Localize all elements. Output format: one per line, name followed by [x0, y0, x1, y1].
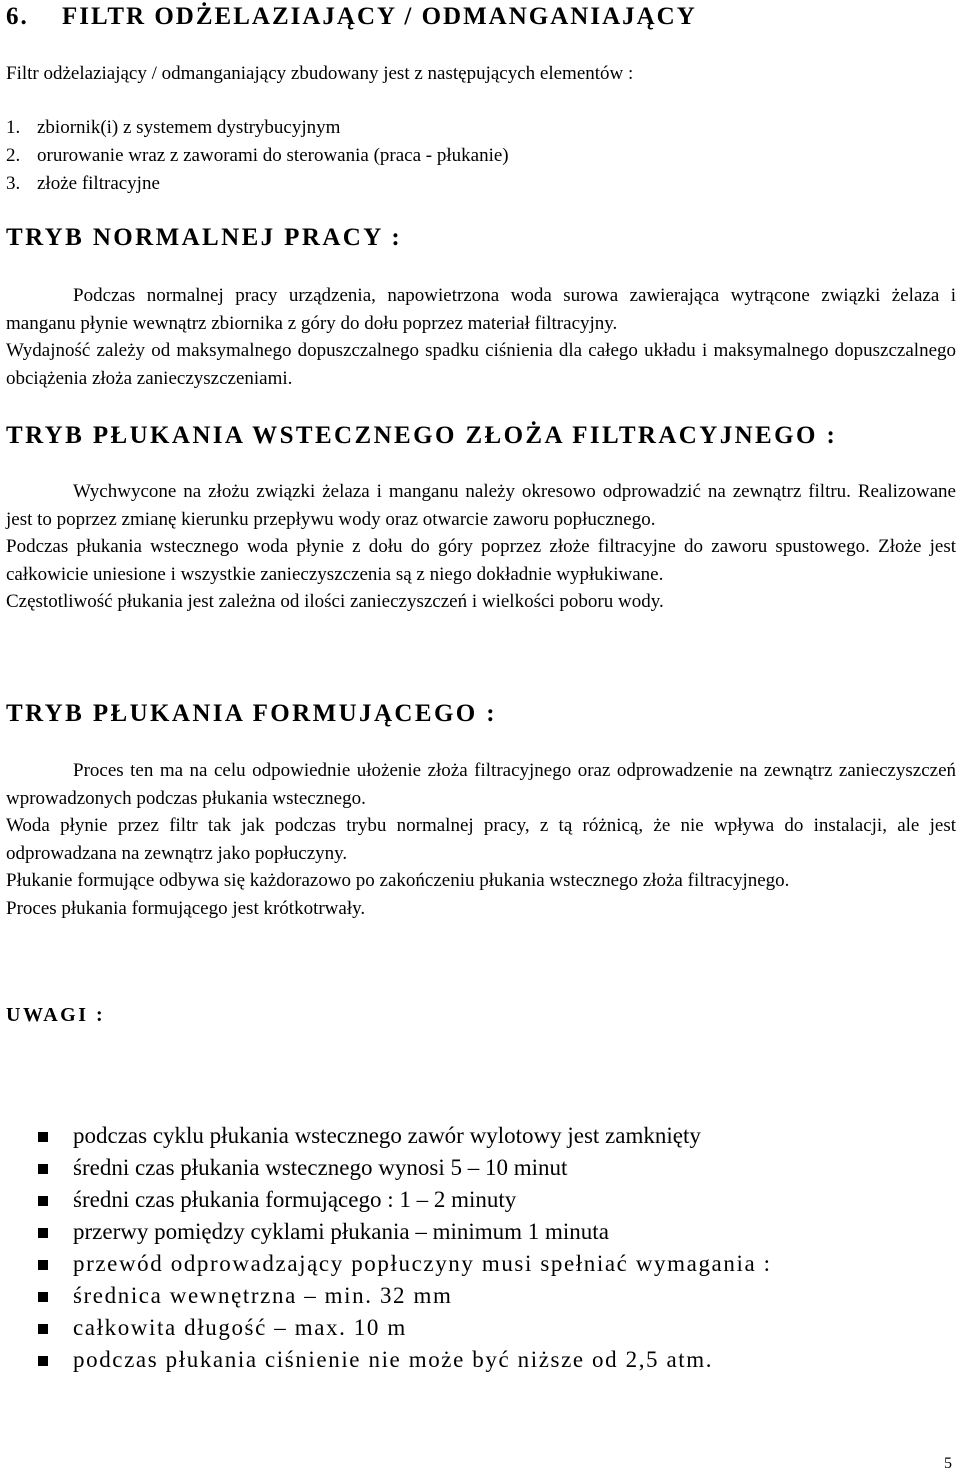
square-bullet-icon	[38, 1260, 48, 1270]
list-item-text: orurowanie wraz z zaworami do sterowania (praca - płukanie)	[37, 145, 509, 166]
list-item	[6, 114, 509, 142]
square-bullet-icon	[38, 1356, 48, 1366]
list-item	[6, 170, 509, 198]
intro-text: Filtr odżelaziający / odmanganiający zbudowany jest z następujących elementów :	[6, 63, 634, 84]
paragraph: Podczas normalnej pracy urządzenia, napowietrzona woda surowa zawierająca wytrącone związki żelaza i manganu płynie wewnątrz zbiornika z góry do dołu poprzez materiał filtracyjny.	[6, 285, 956, 334]
note-item	[38, 1184, 772, 1216]
list-item-text: zbiornik(i) z systemem dystrybucyjnym	[37, 117, 341, 138]
square-bullet-icon	[38, 1196, 48, 1206]
section-body-backwash-mode	[6, 478, 956, 616]
components-list	[6, 114, 509, 198]
paragraph: Wychwycone na złożu związki żelaza i manganu należy okresowo odprowadzić na zewnątrz filtru. Realizowane jest to poprzez zmianę kierunku przepływu wody oraz otwarcie zaworu popłucznego.	[6, 481, 956, 530]
section-heading-normal-mode: TRYB NORMALNEJ PRACY :	[6, 224, 403, 251]
note-text: przewód odprowadzający popłuczyny musi spełniać wymagania :	[73, 1251, 772, 1276]
chapter-title	[6, 0, 697, 34]
paragraph: Proces płukania formującego jest krótkotrwały.	[6, 897, 366, 919]
square-bullet-icon	[38, 1292, 48, 1302]
note-item	[38, 1280, 772, 1312]
paragraph: Płukanie formujące odbywa się każdorazowo po zakończeniu płukania wstecznego złoża filtracyjnego.	[6, 870, 790, 891]
list-item	[6, 142, 509, 170]
chapter-title-text: FILTR ODŻELAZIAJĄCY / ODMANGANIAJĄCY	[62, 3, 697, 30]
paragraph: Woda płynie przez filtr tak jak podczas trybu normalnej pracy, z tą różnicą, że nie wpływa do instalacji, ale jest odprowadzana na zewnątrz jako popłuczyny.	[6, 815, 956, 864]
note-text: średni czas płukania wstecznego wynosi 5 – 10 minut	[73, 1155, 568, 1180]
section-heading-forming-mode: TRYB PŁUKANIA FORMUJĄCEGO :	[6, 700, 498, 727]
paragraph: Częstotliwość płukania jest zależna od ilości zanieczyszczeń i wielkości poboru wody.	[6, 591, 664, 612]
square-bullet-icon	[38, 1164, 48, 1174]
paragraph: Proces ten ma na celu odpowiednie ułożenie złoża filtracyjnego oraz odprowadzenie na zewnątrz zanieczyszczeń wprowadzonych podczas płukania wstecznego.	[6, 760, 956, 809]
list-item-text: złoże filtracyjne	[37, 173, 160, 194]
note-item	[38, 1152, 772, 1184]
chapter-number: 6.	[6, 3, 29, 30]
note-text: podczas cyklu płukania wstecznego zawór wylotowy jest zamknięty	[73, 1123, 701, 1148]
note-item	[38, 1312, 772, 1344]
square-bullet-icon	[38, 1324, 48, 1334]
page-number: 5	[944, 1455, 952, 1472]
list-item-number: 3.	[6, 173, 21, 194]
note-item	[38, 1344, 772, 1376]
note-text: średni czas płukania formującego : 1 – 2 minuty	[73, 1187, 517, 1212]
note-item	[38, 1216, 772, 1248]
section-body-forming-mode	[6, 757, 956, 922]
notes-heading: UWAGI :	[6, 1004, 106, 1026]
list-item-number: 1.	[6, 117, 21, 138]
note-text: całkowita długość – max. 10 m	[73, 1315, 407, 1340]
note-text: przerwy pomiędzy cyklami płukania – minimum 1 minuta	[73, 1219, 609, 1244]
paragraph: Wydajność zależy od maksymalnego dopuszczalnego spadku ciśnienia dla całego układu i maksymalnego dopuszczalnego obciążenia złoża zanieczyszczeniami.	[6, 340, 956, 389]
note-text: podczas płukania ciśnienie nie może być niższe od 2,5 atm.	[73, 1347, 714, 1372]
note-text: średnica wewnętrzna – min. 32 mm	[73, 1283, 453, 1308]
square-bullet-icon	[38, 1228, 48, 1238]
section-heading-backwash-mode: TRYB PŁUKANIA WSTECZNEGO ZŁOŻA FILTRACYJNEGO :	[6, 422, 838, 449]
note-item	[38, 1248, 772, 1280]
section-body-normal-mode	[6, 282, 956, 392]
notes-list	[38, 1120, 772, 1376]
paragraph: Podczas płukania wstecznego woda płynie z dołu do góry poprzez złoże filtracyjne do zaworu spustowego. Złoże jest całkowicie uniesione i wszystkie zanieczyszczenia są z niego dokładnie wypłukiwane.	[6, 536, 956, 585]
note-item	[38, 1120, 772, 1152]
list-item-number: 2.	[6, 145, 21, 166]
square-bullet-icon	[38, 1132, 48, 1142]
